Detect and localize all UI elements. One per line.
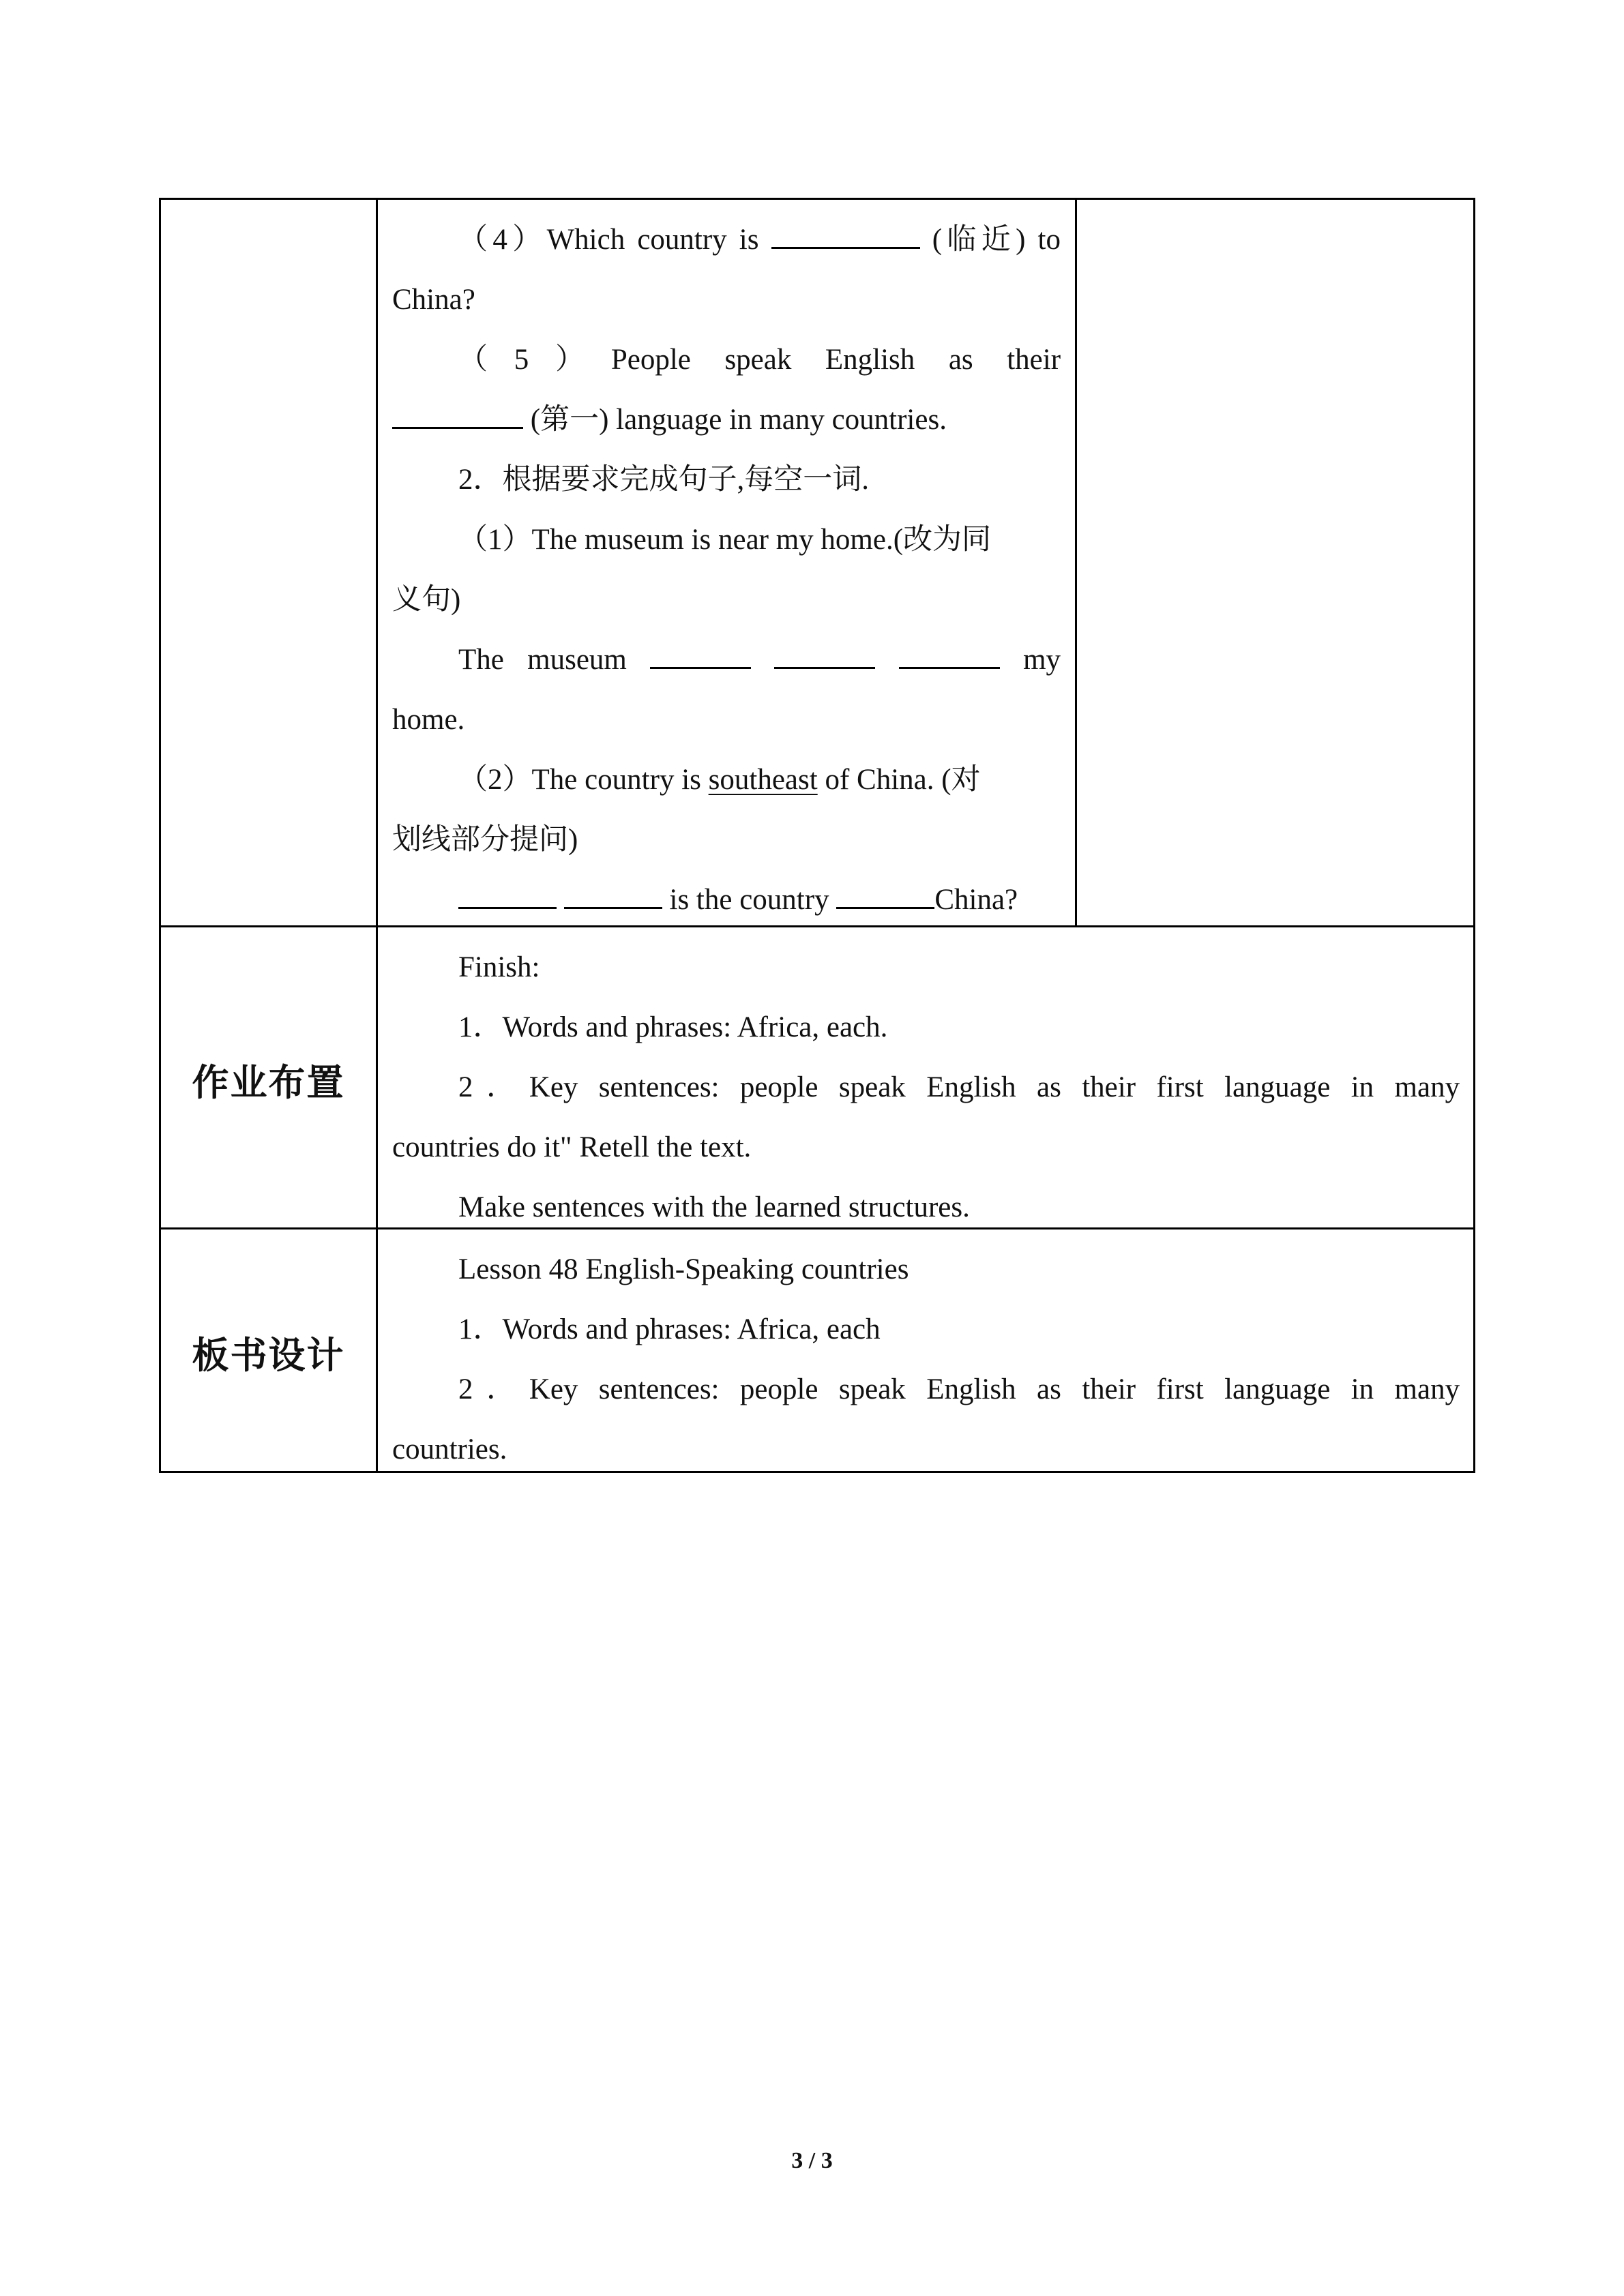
q4-line: （4）Which country is (临近) to — [392, 210, 1061, 270]
homework-cell — [392, 938, 1460, 1238]
board-design-cell — [392, 1240, 1460, 1480]
s2-q2-answer-line: is the country China? — [392, 870, 1061, 930]
answer-blank[interactable] — [771, 221, 920, 249]
answer-blank[interactable] — [458, 881, 557, 909]
q5-line-cont: (第一) language in many countries. — [392, 390, 1061, 450]
section2-heading: 2．根据要求完成句子,每空一词. — [458, 464, 869, 496]
homework-line-5: Make sentences with the learned structures. — [458, 1191, 970, 1223]
homework-line-4: countries do it" Retell the text. — [392, 1131, 752, 1163]
s2-q1-line-cont: 义句) — [392, 584, 461, 616]
homework-line-2: 1．Words and phrases: Africa, each. — [458, 1011, 888, 1043]
homework-label: 作业布置 — [192, 1061, 345, 1104]
exercise-cell — [392, 210, 1061, 930]
s2-q2-line-cont: 划线部分提问) — [392, 824, 578, 856]
answer-blank[interactable] — [392, 401, 523, 429]
table-border-right — [1473, 198, 1475, 1473]
s2-q2-line: （2）The country is southeast of China. (对 — [458, 764, 981, 796]
board-line-2: 1．Words and phrases: Africa, each — [458, 1313, 881, 1345]
answer-blank[interactable] — [774, 641, 875, 669]
homework-line-3: 2．Key sentences: people speak English as their first language in many — [458, 1071, 1460, 1103]
table-border-label-col — [376, 198, 378, 1473]
board-line-1: Lesson 48 English-Speaking countries — [458, 1253, 909, 1285]
answer-blank[interactable] — [564, 881, 662, 909]
q4-line-cont: China? — [392, 284, 475, 316]
board-line-4: countries. — [392, 1433, 507, 1465]
underlined-word: southeast — [708, 764, 818, 796]
board-design-label: 板书设计 — [192, 1334, 345, 1377]
page-number: 3 / 3 — [791, 2148, 833, 2173]
board-line-3: 2．Key sentences: people speak English as their first language in many — [458, 1373, 1460, 1405]
answer-blank[interactable] — [650, 641, 751, 669]
table-border-left — [159, 198, 161, 1473]
answer-blank[interactable] — [899, 641, 1000, 669]
s2-q1-answer-line: The museum my — [392, 630, 1061, 690]
q5-line: （5）People speak English as their — [458, 344, 1061, 376]
table-border-notes-col — [1075, 198, 1077, 927]
answer-blank[interactable] — [836, 881, 934, 909]
table-border-top — [159, 198, 1475, 200]
s2-q1-answer-cont: home. — [392, 704, 465, 736]
homework-line-1: Finish: — [458, 951, 540, 983]
s2-q1-line: （1）The museum is near my home.(改为同 — [458, 524, 992, 556]
